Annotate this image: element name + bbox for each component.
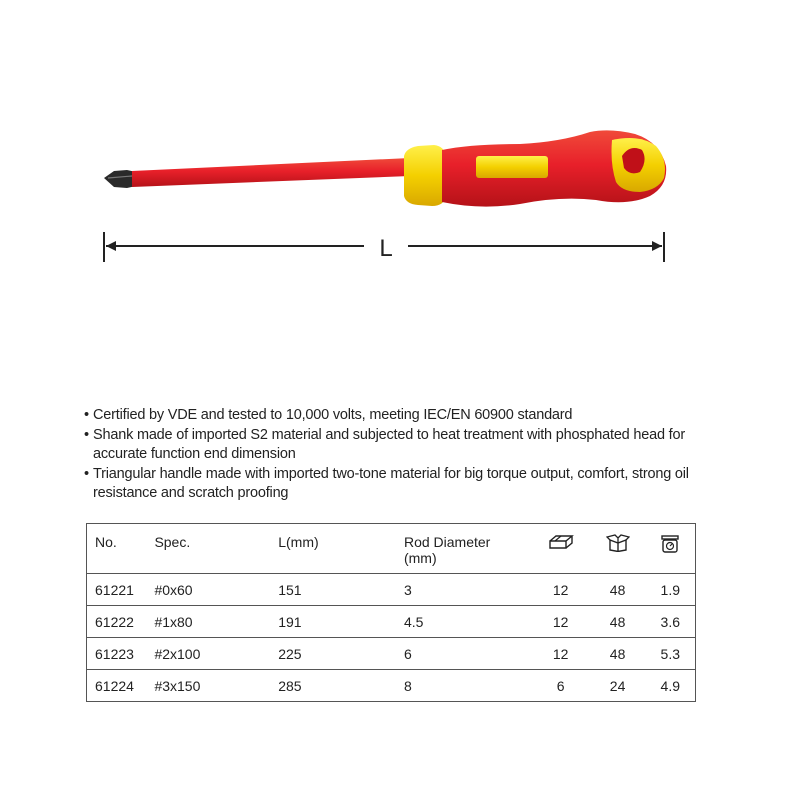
- cell-rod: 6: [404, 638, 532, 670]
- dimension-label: L: [379, 235, 393, 262]
- handle-collar: [404, 145, 446, 206]
- header-rod-diameter-line2: (mm): [403, 550, 437, 566]
- cell-carton: 48: [590, 606, 646, 638]
- cell-carton: 24: [590, 670, 646, 702]
- cell-weight: 5.3: [646, 638, 696, 670]
- cell-spec: #0x60: [154, 574, 278, 606]
- cell-inner-box: 12: [532, 638, 590, 670]
- table-header-row: [87, 524, 696, 574]
- header-rod-diameter-line1: Rod Diameter: [403, 534, 491, 550]
- cell-spec: #3x150: [154, 670, 278, 702]
- cell-spec: #2x100: [154, 638, 278, 670]
- cell-spec: #1x80: [154, 606, 278, 638]
- inner-box-icon: [548, 534, 574, 550]
- header-rod-diameter: [404, 524, 532, 574]
- feature-item: • Triangular handle made with imported two-tone material for big torque output, comfort, strong oil resistance and scratch proofing: [84, 465, 704, 504]
- cell-inner-box: 12: [532, 574, 590, 606]
- cell-weight: 1.9: [646, 574, 696, 606]
- cell-inner-box: 12: [532, 606, 590, 638]
- cell-weight: 3.6: [646, 606, 696, 638]
- cell-rod: 8: [404, 670, 532, 702]
- header-weight: [646, 524, 696, 574]
- cell-length: 225: [278, 638, 404, 670]
- header-length: L(mm): [278, 524, 404, 574]
- cell-no: 61223: [87, 638, 155, 670]
- cell-weight: 4.9: [646, 670, 696, 702]
- cell-rod: 3: [404, 574, 532, 606]
- table-row: [87, 670, 696, 702]
- cell-carton: 48: [590, 638, 646, 670]
- carton-box-icon: [606, 534, 630, 552]
- cell-no: 61224: [87, 670, 155, 702]
- feature-list: [84, 406, 704, 504]
- grip-label: [476, 156, 548, 178]
- spec-table: [86, 523, 696, 702]
- feature-item: • Shank made of imported S2 material and subjected to heat treatment with phosphated head for accurate function end dimension: [84, 426, 704, 465]
- cell-length: 151: [278, 574, 404, 606]
- header-carton: [590, 524, 646, 574]
- screwdriver-tip: [104, 170, 136, 188]
- cell-inner-box: 6: [532, 670, 590, 702]
- cell-no: 61222: [87, 606, 155, 638]
- header-spec: Spec.: [154, 524, 278, 574]
- weighing-scale-icon: [660, 534, 680, 554]
- cell-no: 61221: [87, 574, 155, 606]
- table-row: [87, 606, 696, 638]
- cell-length: 285: [278, 670, 404, 702]
- header-inner-box: [532, 524, 590, 574]
- screwdriver-illustration: [0, 0, 800, 300]
- feature-item: • Certified by VDE and tested to 10,000 volts, meeting IEC/EN 60900 standard: [84, 406, 704, 426]
- insulated-shank: [132, 158, 410, 187]
- cell-length: 191: [278, 606, 404, 638]
- cell-carton: 48: [590, 574, 646, 606]
- product-figure: [0, 0, 800, 300]
- table-row: [87, 638, 696, 670]
- cell-rod: 4.5: [404, 606, 532, 638]
- header-no: No.: [87, 524, 155, 574]
- table-row: [87, 574, 696, 606]
